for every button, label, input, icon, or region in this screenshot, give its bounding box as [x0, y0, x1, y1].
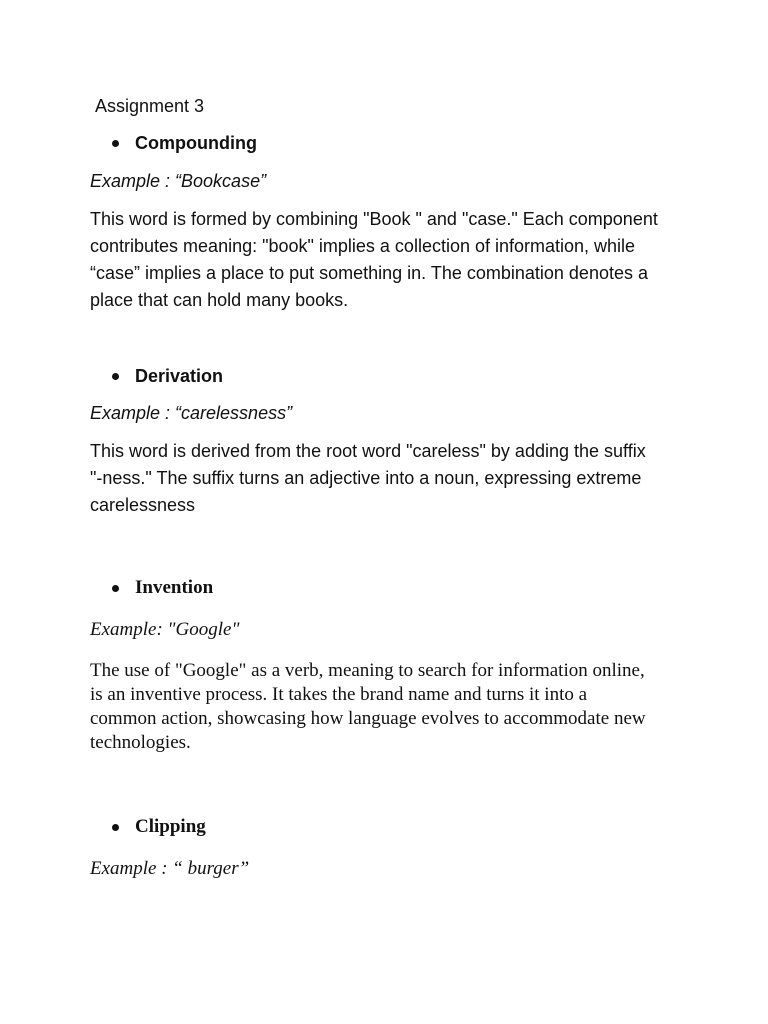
section-heading-label: Compounding	[135, 133, 257, 153]
paragraph-line: is an inventive process. It takes the brand name and turns it into a	[90, 684, 588, 705]
section-heading-clipping	[112, 815, 206, 839]
paragraph-line: carelessness	[90, 495, 196, 515]
paragraph-line: "-ness." The suffix turns an adjective into a noun, expressing extreme	[90, 468, 642, 488]
paragraph-line: This word is formed by combining "Book " and "case." Each component	[90, 209, 658, 229]
paragraph-line: place that can hold many books.	[90, 290, 349, 310]
paragraph-derivation	[90, 438, 690, 519]
paragraph-line: “case” implies a place to put something in. The combination denotes a	[90, 263, 648, 283]
section-heading-label: Derivation	[135, 366, 224, 386]
example-invention: Example: "Google"	[90, 619, 240, 640]
paragraph-line: This word is derived from the root word "careless" by adding the suffix	[90, 441, 646, 461]
section-heading-invention	[112, 576, 213, 600]
example-compounding: Example : “Bookcase”	[90, 171, 267, 191]
bullet-icon	[112, 140, 119, 147]
paragraph-line: The use of "Google" as a verb, meaning to search for information online,	[90, 660, 645, 681]
bullet-icon	[112, 824, 119, 831]
section-heading-derivation	[112, 365, 223, 387]
paragraph-invention	[90, 659, 690, 755]
document-title: Assignment 3	[95, 96, 205, 116]
example-derivation: Example : “carelessness”	[90, 403, 293, 423]
paragraph-line: contributes meaning: "book" implies a collection of information, while	[90, 236, 636, 256]
paragraph-compounding	[90, 206, 690, 314]
example-clipping: Example : “ burger”	[90, 858, 250, 879]
section-heading-label: Clipping	[135, 816, 206, 837]
section-heading-compounding	[112, 132, 257, 154]
section-heading-label: Invention	[135, 577, 214, 598]
paragraph-line: technologies.	[90, 732, 191, 753]
bullet-icon	[112, 585, 119, 592]
paragraph-line: common action, showcasing how language evolves to accommodate new	[90, 708, 646, 729]
bullet-icon	[112, 373, 119, 380]
